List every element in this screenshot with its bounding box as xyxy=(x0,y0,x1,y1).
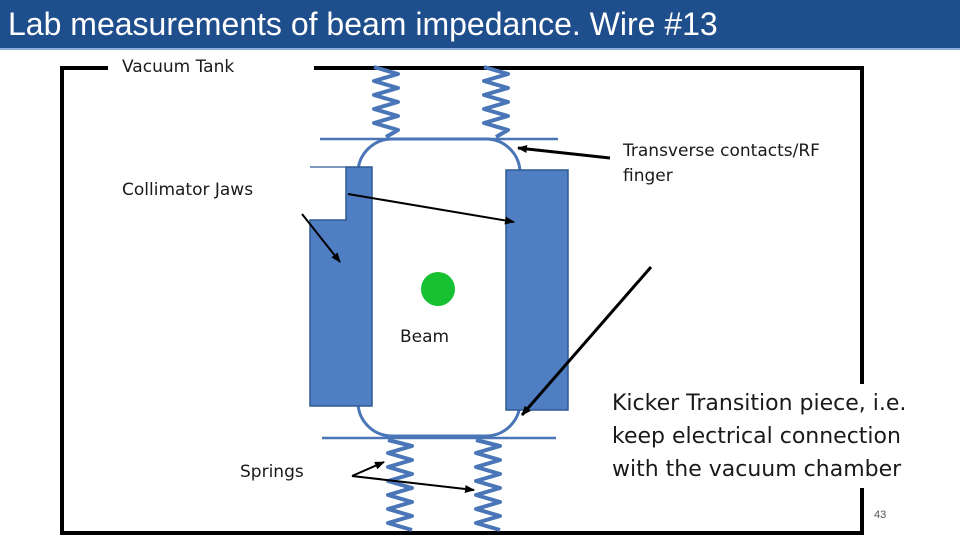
label-collimator-jaws: Collimator Jaws xyxy=(122,180,254,200)
label-kicker-line2: keep electrical connection xyxy=(612,424,901,449)
slide-title: Lab measurements of beam impedance. Wire #13 xyxy=(8,6,718,42)
arrow-collimator-right xyxy=(348,194,514,222)
label-kicker-line1: Kicker Transition piece, i.e. xyxy=(612,391,907,416)
spring-bottom-left xyxy=(388,440,412,530)
label-transverse-contacts-line2: finger xyxy=(623,166,673,186)
label-springs: Springs xyxy=(240,462,304,482)
beam-dot xyxy=(421,272,455,306)
collimator-jaw-left xyxy=(310,167,372,406)
arrow-transverse-contacts xyxy=(518,148,610,158)
label-kicker-line3: with the vacuum chamber xyxy=(612,457,902,482)
arrow-springs-left xyxy=(352,462,384,476)
spring-bottom-right xyxy=(476,440,500,530)
label-beam: Beam xyxy=(400,327,450,347)
spring-top-right xyxy=(484,67,508,137)
page-number: 43 xyxy=(874,509,887,521)
spring-top-left xyxy=(374,67,398,137)
label-transverse-contacts-line1: Transverse contacts/RF xyxy=(623,141,820,161)
label-vacuum-tank: Vacuum Tank xyxy=(122,57,235,77)
